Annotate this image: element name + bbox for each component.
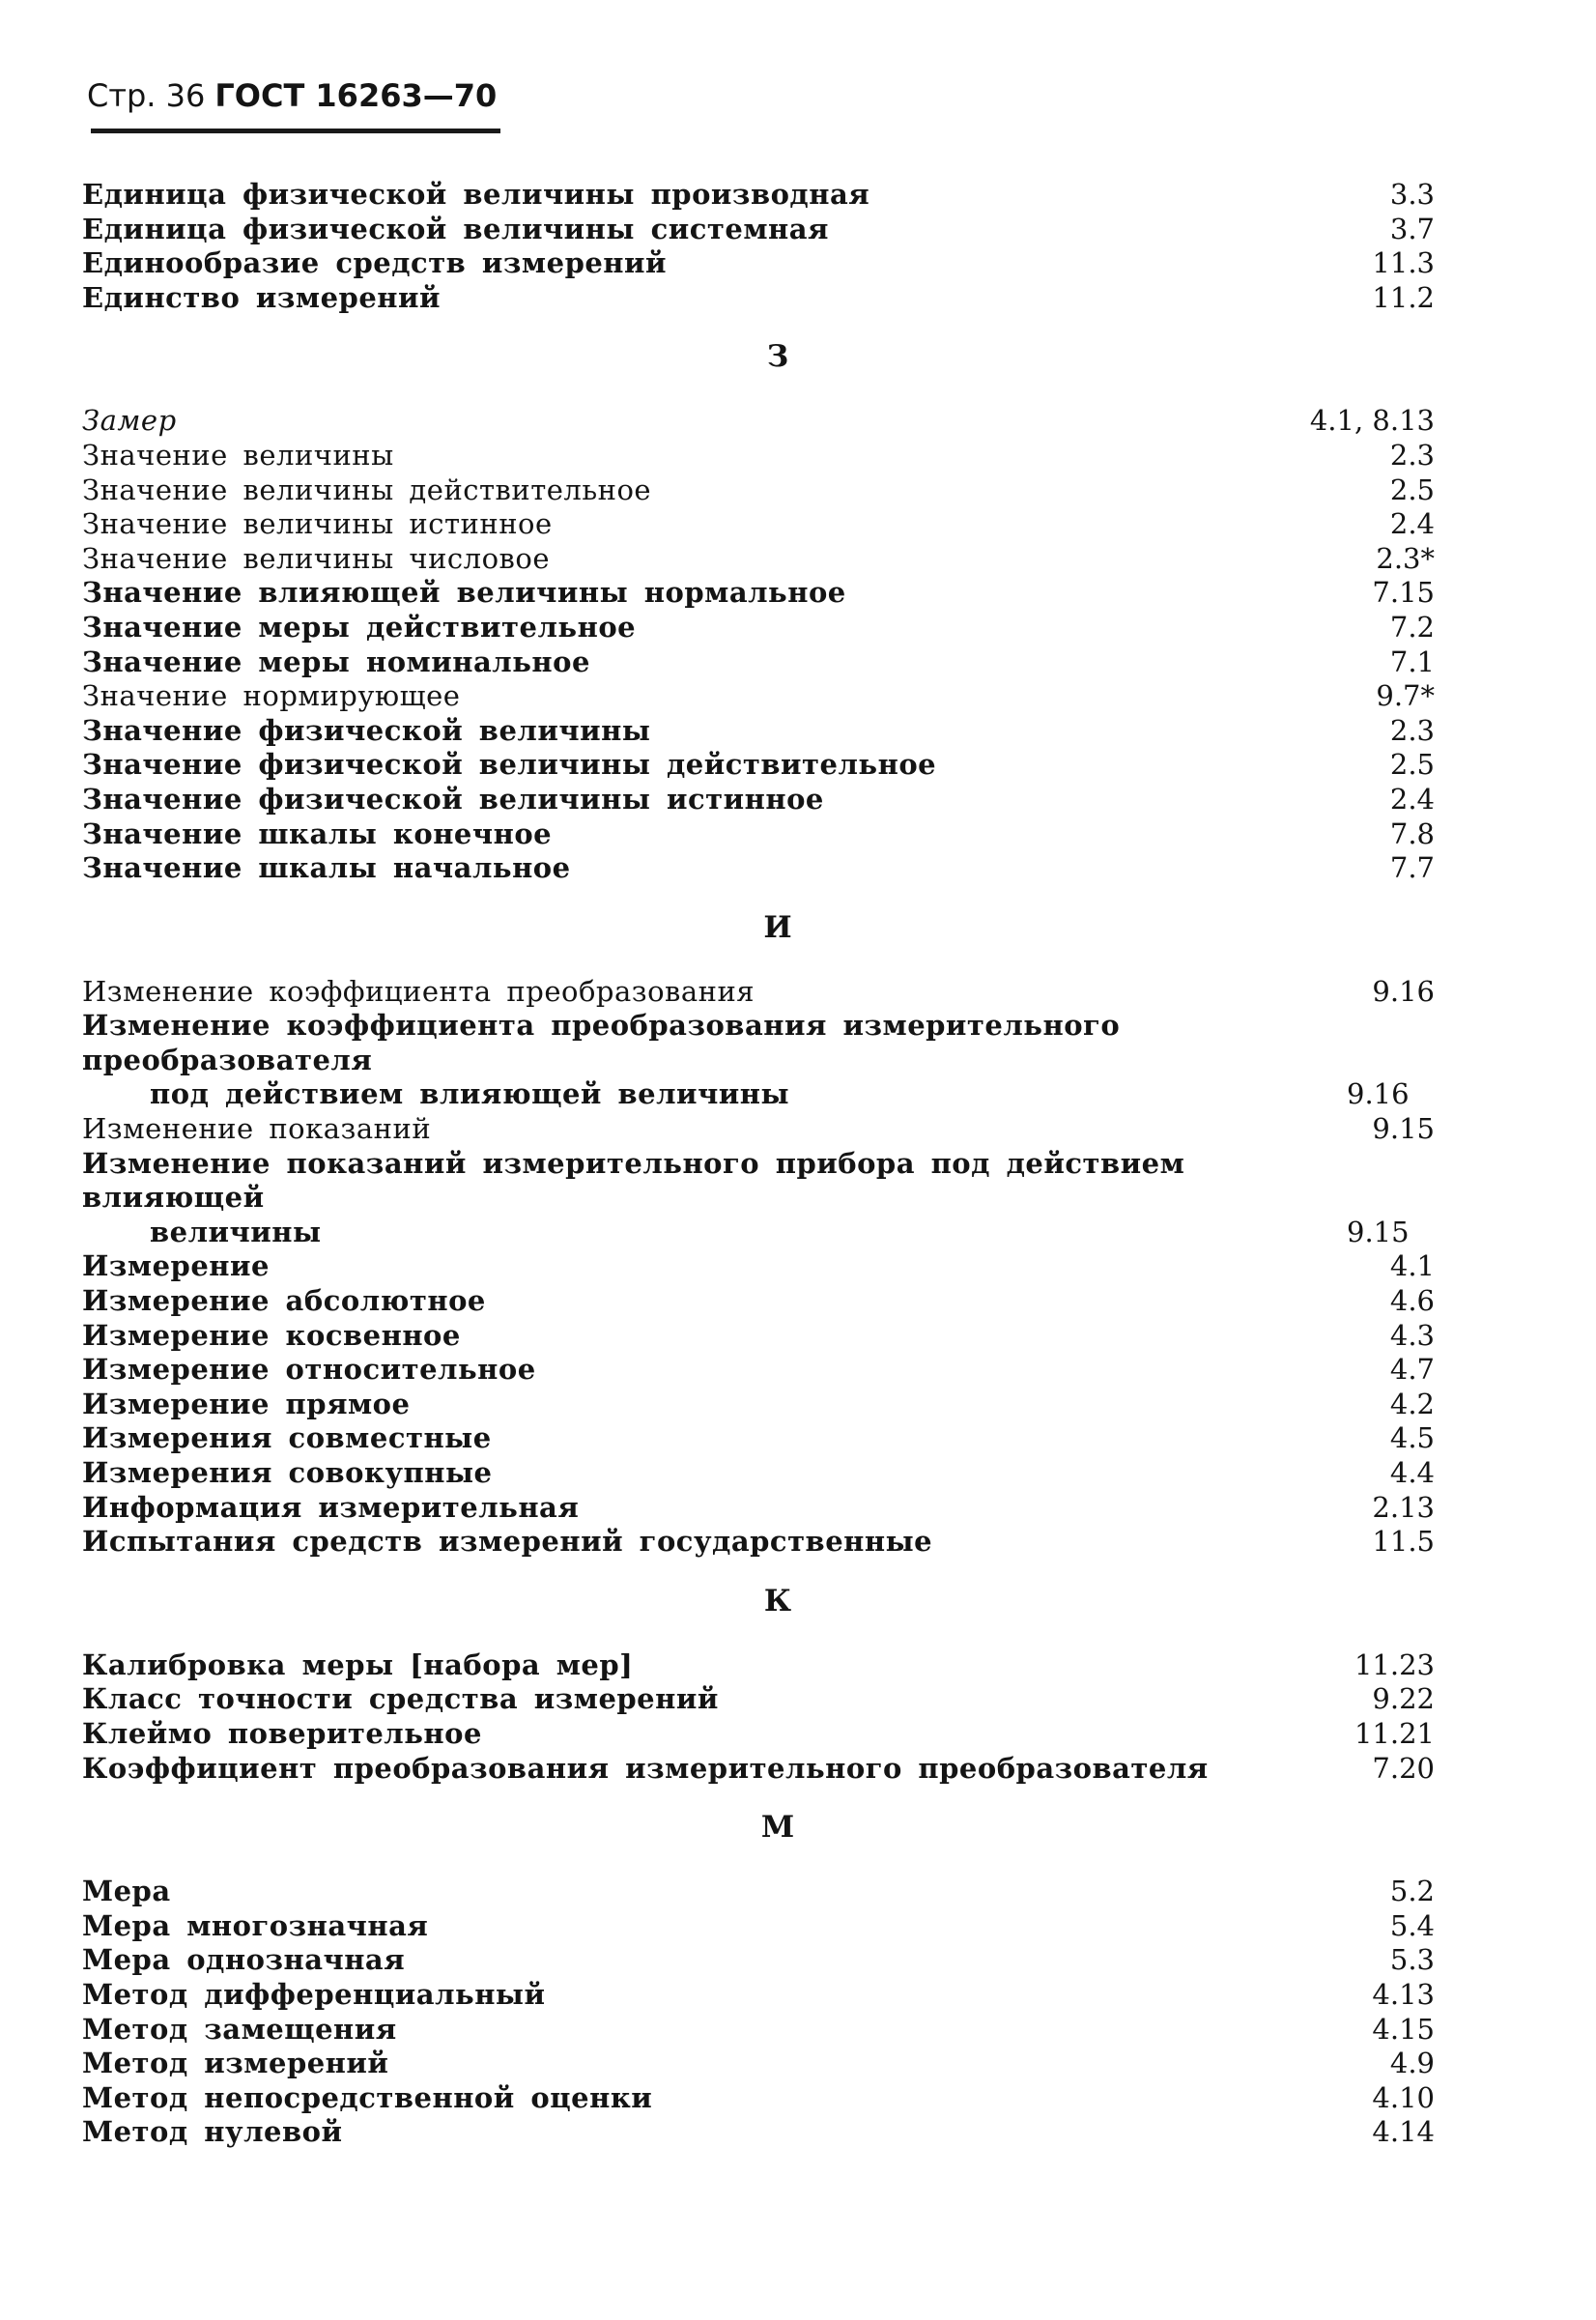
term-text: Значение меры действительное xyxy=(82,610,637,644)
term-text: Измерение прямое xyxy=(82,1387,411,1420)
index-entry xyxy=(82,281,1435,316)
clause-reference: 11.21 xyxy=(1354,1716,1435,1750)
term-text: Измерение косвенное xyxy=(82,1318,461,1352)
index-term xyxy=(82,748,1367,783)
index-entry xyxy=(82,1491,1435,1526)
index-term xyxy=(82,1491,1349,1526)
index-term xyxy=(82,1249,1367,1284)
clause-reference: 5.2 xyxy=(1389,1875,1435,1908)
index-entry xyxy=(82,1648,1435,1683)
clause-reference: 4.1 xyxy=(1389,1249,1435,1283)
index-term xyxy=(82,246,1349,281)
clause-reference: 2.3 xyxy=(1389,438,1435,472)
clause-reference: 7.1 xyxy=(1389,644,1435,678)
index-entry xyxy=(82,1978,1435,2013)
clause-reference: 5.4 xyxy=(1389,1908,1435,1942)
clause-reference: 11.5 xyxy=(1372,1525,1435,1559)
section-letter: З xyxy=(766,339,789,375)
term-text: Калибровка меры [набора мер] xyxy=(82,1647,634,1681)
page-header xyxy=(87,75,497,116)
clause-reference: 7.7 xyxy=(1389,851,1435,885)
index-entry xyxy=(82,1147,1435,1250)
index-term xyxy=(82,213,1367,247)
section-letter: И xyxy=(763,909,792,945)
term-text: Мера xyxy=(82,1875,171,1908)
index-term xyxy=(82,611,1367,645)
clause-reference: 2.4 xyxy=(1389,782,1435,816)
index-term xyxy=(82,1909,1367,1944)
clause-reference: 7.15 xyxy=(1372,576,1435,610)
index-term xyxy=(82,178,1367,213)
index-entry xyxy=(82,1943,1435,1978)
index-entry xyxy=(82,1112,1435,1147)
clause-reference: 5.3 xyxy=(1389,1943,1435,1977)
index-section xyxy=(82,336,1435,885)
clause-reference: 4.13 xyxy=(1372,1977,1435,2011)
index-entry xyxy=(82,542,1435,577)
term-text: Значение физической величины xyxy=(82,713,651,747)
index-entry xyxy=(82,1249,1435,1284)
clause-reference: 4.14 xyxy=(1372,2115,1435,2149)
term-text: Единица физической величины производная xyxy=(82,178,870,211)
index-entry xyxy=(82,679,1435,714)
index-entry xyxy=(82,1909,1435,1944)
index-term xyxy=(82,1319,1367,1354)
index-sections xyxy=(82,178,1435,2150)
term-text: Единство измерений xyxy=(82,280,442,314)
term-text: Изменение показаний измерительного прибора под действием влияющей xyxy=(82,1146,1185,1215)
term-text: Изменение коэффициента преобразования xyxy=(82,974,755,1008)
index-entry xyxy=(82,1421,1435,1456)
index-term xyxy=(82,1456,1367,1491)
clause-reference: 4.10 xyxy=(1372,2080,1435,2114)
term-text: Измерения совместные xyxy=(82,1421,492,1455)
index-section xyxy=(82,1581,1435,1786)
index-entry xyxy=(82,1752,1435,1787)
index-entry xyxy=(82,817,1435,852)
term-text: Значение величины xyxy=(82,438,394,472)
index-entry xyxy=(82,439,1435,473)
term-text: Метод измерений xyxy=(82,2047,389,2080)
index-entry xyxy=(82,1525,1435,1560)
term-text: Значение нормирующее xyxy=(82,679,461,713)
term-text: Метод нулевой xyxy=(82,2115,343,2149)
index-term xyxy=(82,542,1353,577)
clause-reference: 7.2 xyxy=(1389,610,1435,644)
index-term xyxy=(82,975,1349,1010)
term-text: Значение шкалы конечное xyxy=(82,816,553,850)
index-term xyxy=(82,1717,1331,1752)
clause-reference: 4.9 xyxy=(1389,2047,1435,2080)
index-section xyxy=(82,1807,1435,2150)
index-term xyxy=(82,1421,1367,1456)
clause-reference: 4.3 xyxy=(1389,1318,1435,1352)
clause-reference: 3.3 xyxy=(1389,178,1435,211)
clause-reference: 9.15 xyxy=(1347,1215,1410,1248)
clause-reference: 9.22 xyxy=(1372,1682,1435,1716)
index-term xyxy=(82,714,1367,749)
index-entry xyxy=(82,975,1435,1010)
index-term xyxy=(82,1682,1349,1717)
page-number: Стр. 36 xyxy=(87,77,206,114)
index-term xyxy=(82,1875,1367,1909)
index-section xyxy=(82,907,1435,1560)
clause-reference: 11.23 xyxy=(1354,1647,1435,1681)
term-text: Метод дифференциальный xyxy=(82,1977,546,2011)
term-text: Значение физической величины действительное xyxy=(82,748,937,782)
index-entry xyxy=(82,645,1435,680)
index-entry xyxy=(82,246,1435,281)
index-term xyxy=(82,2013,1349,2048)
index-entry xyxy=(82,507,1435,542)
index-entry xyxy=(82,1319,1435,1354)
index-term xyxy=(82,851,1367,886)
index-term xyxy=(82,1284,1367,1319)
term-text: Изменение коэффициента преобразования измерительного преобразователя xyxy=(82,1009,1121,1076)
term-text: Единица физической величины системная xyxy=(82,212,829,245)
term-text: Метод замещения xyxy=(82,2012,397,2046)
index-entry xyxy=(82,178,1435,213)
clause-reference: 4.6 xyxy=(1389,1284,1435,1318)
index-entry xyxy=(82,851,1435,886)
clause-reference: 4.5 xyxy=(1389,1421,1435,1455)
clause-reference: 11.2 xyxy=(1372,280,1435,314)
index-term xyxy=(82,645,1367,680)
clause-reference: 2.3* xyxy=(1376,541,1435,575)
index-entry xyxy=(82,1353,1435,1388)
index-entry xyxy=(82,748,1435,783)
section-letter: М xyxy=(760,1810,795,1846)
index-term xyxy=(82,1112,1349,1147)
index-term xyxy=(82,1943,1367,1978)
index-entry xyxy=(82,1009,1435,1112)
term-continuation: под действием влияющей величины xyxy=(150,1077,790,1111)
term-text: Мера многозначная xyxy=(82,1908,429,1942)
term-text: Значение меры номинальное xyxy=(82,644,590,678)
index-entry xyxy=(82,1456,1435,1491)
term-text: Значение величины числовое xyxy=(82,541,551,575)
index-term xyxy=(82,404,1287,439)
index-entry xyxy=(82,576,1435,611)
term-text: Измерение xyxy=(82,1249,270,1283)
index-entry xyxy=(82,2081,1435,2116)
index-entry xyxy=(82,2047,1435,2081)
term-text: Замер xyxy=(82,404,177,438)
term-text: Значение влияющей величины нормальное xyxy=(82,576,846,610)
term-text: Мера однозначная xyxy=(82,1943,406,1977)
index-term xyxy=(82,1009,1324,1112)
clause-reference: 2.13 xyxy=(1372,1490,1435,1524)
clause-reference: 9.7* xyxy=(1376,679,1435,713)
term-text: Коэффициент преобразования измерительного преобразователя xyxy=(82,1751,1209,1785)
clause-reference: 4.4 xyxy=(1389,1456,1435,1489)
index-entry xyxy=(82,213,1435,247)
term-text: Измерение абсолютное xyxy=(82,1284,486,1318)
index-entry xyxy=(82,1284,1435,1319)
index-entry xyxy=(82,1717,1435,1752)
document-id: ГОСТ 16263—70 xyxy=(214,77,498,114)
index-section xyxy=(82,178,1435,315)
index-entry xyxy=(82,1388,1435,1422)
index-term xyxy=(82,1978,1349,2013)
index-entry xyxy=(82,2013,1435,2048)
term-text: Метод непосредственной оценки xyxy=(82,2080,653,2114)
section-letter: К xyxy=(763,1583,792,1618)
index-term xyxy=(82,439,1367,473)
index-entry xyxy=(82,714,1435,749)
term-text: Измерение относительное xyxy=(82,1353,536,1387)
term-text: Класс точности средства измерений xyxy=(82,1682,719,1716)
term-text: Единообразие средств измерений xyxy=(82,246,668,280)
index-term xyxy=(82,817,1367,852)
term-text: Испытания средств измерений государственные xyxy=(82,1525,933,1559)
clause-reference: 2.4 xyxy=(1389,507,1435,541)
index-term xyxy=(82,2047,1367,2081)
clause-reference: 4.7 xyxy=(1389,1353,1435,1387)
clause-reference: 9.15 xyxy=(1372,1112,1435,1146)
term-text: Значение величины действительное xyxy=(82,473,652,506)
index-entry xyxy=(82,611,1435,645)
clause-reference: 4.2 xyxy=(1389,1387,1435,1420)
index-term xyxy=(82,1648,1331,1683)
index-entry xyxy=(82,473,1435,508)
clause-reference: 9.16 xyxy=(1372,974,1435,1008)
term-text: Измерения совокупные xyxy=(82,1456,493,1489)
index-term xyxy=(82,576,1349,611)
term-text: Клеймо поверительное xyxy=(82,1716,482,1750)
term-text: Значение шкалы начальное xyxy=(82,851,571,885)
clause-reference: 7.8 xyxy=(1389,816,1435,850)
index-entry xyxy=(82,2115,1435,2150)
index-term xyxy=(82,1353,1367,1388)
term-continuation: величины xyxy=(150,1215,322,1248)
term-text: Значение физической величины истинное xyxy=(82,782,824,816)
clause-reference: 4.1, 8.13 xyxy=(1309,404,1435,438)
clause-reference: 11.3 xyxy=(1372,246,1435,280)
clause-reference: 2.3 xyxy=(1389,713,1435,747)
index-entry xyxy=(82,783,1435,817)
clause-reference: 9.16 xyxy=(1347,1077,1410,1111)
index-entry xyxy=(82,1875,1435,1909)
index-term xyxy=(82,2115,1349,2150)
index-term xyxy=(82,1752,1349,1787)
index-term xyxy=(82,1147,1324,1250)
index-term xyxy=(82,2081,1349,2116)
index-term xyxy=(82,679,1353,714)
index-term xyxy=(82,1388,1367,1422)
index-term xyxy=(82,281,1349,316)
term-text: Информация измерительная xyxy=(82,1490,580,1524)
index-term xyxy=(82,507,1367,542)
index-term xyxy=(82,1525,1349,1560)
clause-reference: 3.7 xyxy=(1389,212,1435,245)
clause-reference: 2.5 xyxy=(1389,748,1435,782)
term-text: Значение величины истинное xyxy=(82,507,553,541)
term-text: Изменение показаний xyxy=(82,1112,432,1146)
clause-reference: 2.5 xyxy=(1389,473,1435,506)
clause-reference: 4.15 xyxy=(1372,2012,1435,2046)
header-rule xyxy=(91,129,500,133)
clause-reference: 7.20 xyxy=(1372,1751,1435,1785)
index-term xyxy=(82,473,1367,508)
index-entry xyxy=(82,404,1435,439)
index-term xyxy=(82,783,1367,817)
index-entry xyxy=(82,1682,1435,1717)
